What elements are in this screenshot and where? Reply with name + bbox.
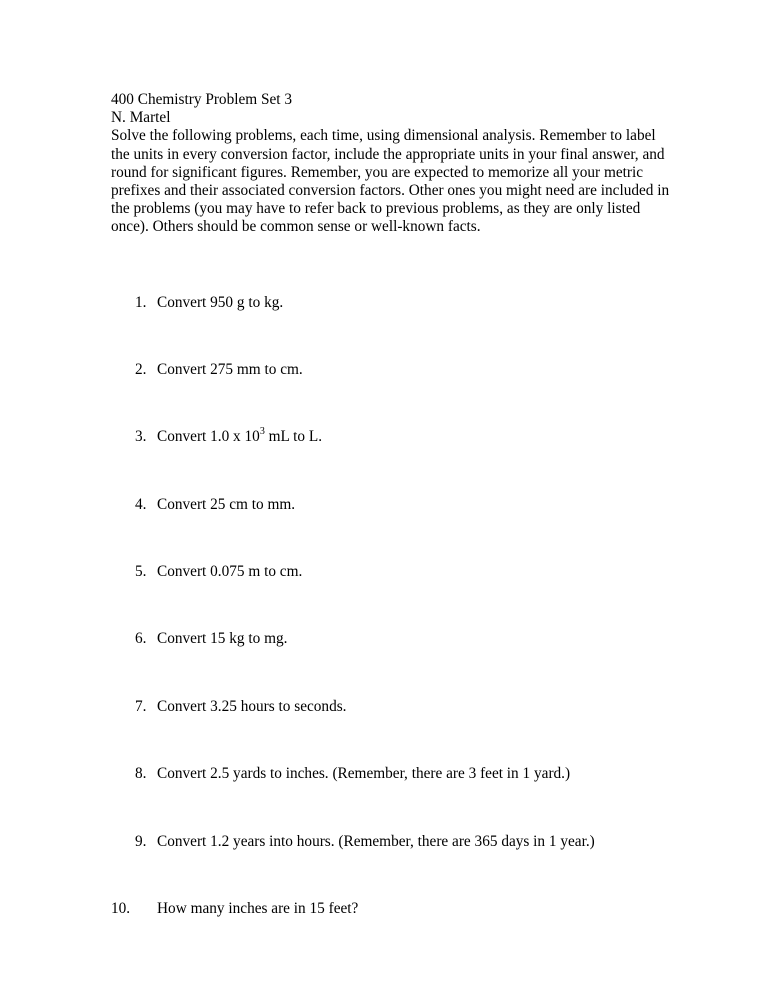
problem-number: 5. [135,563,147,580]
problem-item [111,698,347,716]
problem-text: Convert 15 kg to mg. [157,630,288,647]
problem-text [157,425,323,445]
problem-text: Convert 1.2 years into hours. (Remember, there are 365 days in 1 year.) [157,833,595,850]
problem-text: Convert 2.5 yards to inches. (Remember, there are 3 feet in 1 yard.) [157,765,571,782]
document-title: 400 Chemistry Problem Set 3 [111,91,293,108]
problem-text: Convert 275 mm to cm. [157,361,303,378]
problem-item [111,833,595,851]
problem-text: Convert 25 cm to mm. [157,496,296,513]
problem-superscript: 3 [259,425,265,437]
problem-item [111,765,570,783]
problem-number: 3. [135,428,147,445]
problem-number: 9. [135,833,147,850]
problem-item [111,496,295,514]
instructions-paragraph: Solve the following problems, each time, using dimensional analysis. Remember to label the units in every conversion factor, include the appropriate units in your final answer, and round for significant figures. Remember, you are expected to memorize all your metric prefixes and their associated conversion factors. Other ones you might need are included in the problems (you may have to refer back to previous problems, as they are only listed once). Others should be common sense or well-known facts. [111,127,670,236]
problem-item [111,900,358,918]
problem-number: 4. [135,496,147,513]
problem-text-after: mL to L. [264,428,323,445]
problem-item [111,361,303,379]
document-author: N. Martel [111,109,171,127]
problem-item [111,630,287,648]
problem-number: 7. [135,698,147,715]
problem-item [111,294,283,312]
problem-text: Convert 0.075 m to cm. [157,563,303,580]
problem-number: 6. [135,630,147,647]
document-header [111,91,671,237]
problem-number: 8. [135,765,147,782]
problem-number: 1. [135,294,147,311]
problem-text-before: Convert 1.0 x 10 [157,428,260,445]
problem-number: 10. [111,900,131,917]
problem-item [111,563,302,581]
problem-text: Convert 950 g to kg. [157,294,284,311]
problem-text: How many inches are in 15 feet? [157,900,359,917]
problem-number: 2. [135,361,147,378]
problem-item [111,425,323,446]
problem-text: Convert 3.25 hours to seconds. [157,698,347,715]
